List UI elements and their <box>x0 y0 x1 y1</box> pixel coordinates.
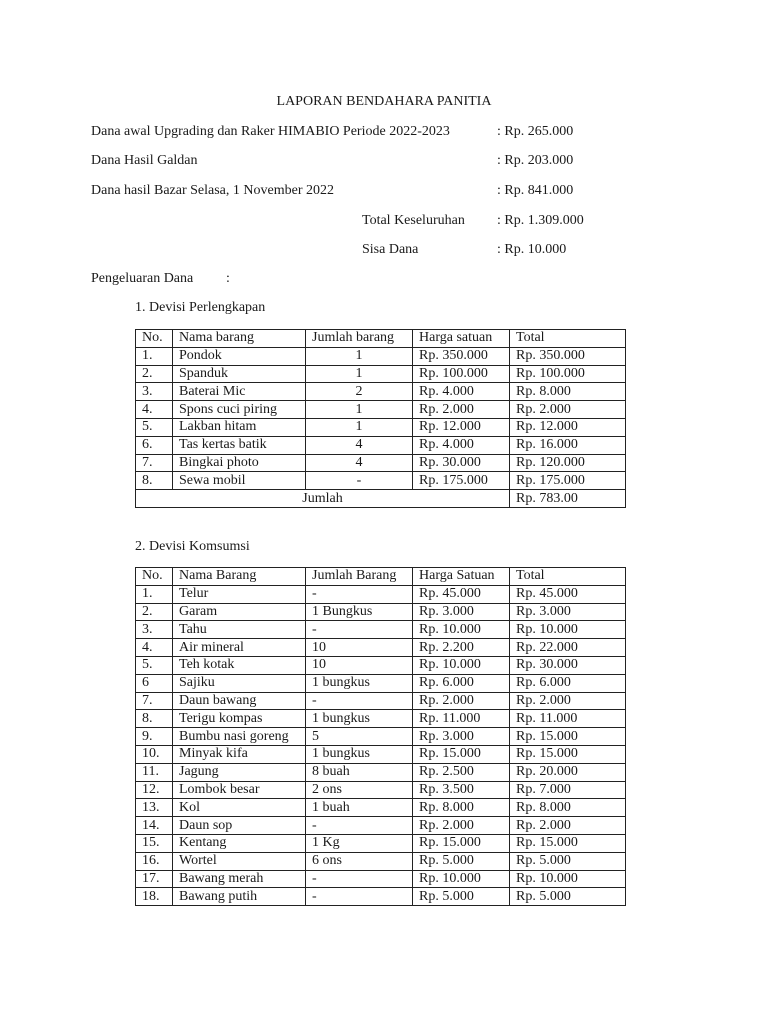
no-cell: 3. <box>136 383 173 401</box>
unit-price-cell: Rp. 2.500 <box>413 763 510 781</box>
item-name-cell: Lakban hitam <box>173 418 306 436</box>
item-name-cell: Pondok <box>173 347 306 365</box>
table-row <box>136 692 626 710</box>
table-row <box>136 603 626 621</box>
quantity-cell: - <box>306 870 413 888</box>
quantity-cell: 1 <box>306 365 413 383</box>
no-cell: 11. <box>136 763 173 781</box>
total-cell: Rp. 7.000 <box>510 781 626 799</box>
quantity-cell: 8 buah <box>306 763 413 781</box>
total-cell: Rp. 11.000 <box>510 710 626 728</box>
item-name-cell: Daun bawang <box>173 692 306 710</box>
table-row <box>136 656 626 674</box>
table-row <box>136 383 626 401</box>
item-name-cell: Jagung <box>173 763 306 781</box>
no-cell: 4. <box>136 401 173 419</box>
table-row <box>136 585 626 603</box>
unit-price-cell: Rp. 175.000 <box>413 472 510 490</box>
item-name-cell: Bingkai photo <box>173 454 306 472</box>
unit-price-cell: Rp. 100.000 <box>413 365 510 383</box>
item-name-cell: Kentang <box>173 834 306 852</box>
unit-price-cell: Rp. 3.000 <box>413 728 510 746</box>
table-row <box>136 674 626 692</box>
quantity-cell: - <box>306 621 413 639</box>
quantity-cell: 1 <box>306 418 413 436</box>
no-cell: 7. <box>136 692 173 710</box>
fund-initial-label: Dana awal Upgrading dan Raker HIMABIO Periode 2022-2023 <box>91 124 450 139</box>
fund-initial-value: : Rp. 265.000 <box>497 124 574 139</box>
column-header: Nama barang <box>173 330 306 348</box>
table-row <box>136 401 626 419</box>
total-label-cell: Jumlah <box>136 490 510 508</box>
quantity-cell: 2 ons <box>306 781 413 799</box>
table-header-row <box>136 568 626 586</box>
table-row <box>136 639 626 657</box>
total-cell: Rp. 350.000 <box>510 347 626 365</box>
table-total-row <box>136 490 626 508</box>
no-cell: 9. <box>136 728 173 746</box>
quantity-cell: - <box>306 585 413 603</box>
item-name-cell: Spanduk <box>173 365 306 383</box>
unit-price-cell: Rp. 3.500 <box>413 781 510 799</box>
unit-price-cell: Rp. 15.000 <box>413 745 510 763</box>
table-row <box>136 763 626 781</box>
quantity-cell: 10 <box>306 639 413 657</box>
fund-galdan-label: Dana Hasil Galdan <box>91 153 198 168</box>
column-header: Total <box>510 330 626 348</box>
table-row <box>136 817 626 835</box>
no-cell: 2. <box>136 365 173 383</box>
total-cell: Rp. 16.000 <box>510 436 626 454</box>
no-cell: 14. <box>136 817 173 835</box>
total-cell: Rp. 6.000 <box>510 674 626 692</box>
item-name-cell: Baterai Mic <box>173 383 306 401</box>
quantity-cell: 4 <box>306 454 413 472</box>
no-cell: 3. <box>136 621 173 639</box>
quantity-cell: 1 bungkus <box>306 674 413 692</box>
quantity-cell: 1 Kg <box>306 834 413 852</box>
item-name-cell: Daun sop <box>173 817 306 835</box>
no-cell: 16. <box>136 852 173 870</box>
table-row <box>136 454 626 472</box>
column-header: Nama Barang <box>173 568 306 586</box>
table-row <box>136 472 626 490</box>
item-name-cell: Terigu kompas <box>173 710 306 728</box>
quantity-cell: - <box>306 817 413 835</box>
total-cell: Rp. 15.000 <box>510 728 626 746</box>
item-name-cell: Minyak kifa <box>173 745 306 763</box>
table-row <box>136 347 626 365</box>
unit-price-cell: Rp. 3.000 <box>413 603 510 621</box>
unit-price-cell: Rp. 12.000 <box>413 418 510 436</box>
quantity-cell: - <box>306 888 413 906</box>
expenses-colon: : <box>226 271 230 286</box>
no-cell: 13. <box>136 799 173 817</box>
table-row <box>136 781 626 799</box>
quantity-cell: 2 <box>306 383 413 401</box>
unit-price-cell: Rp. 6.000 <box>413 674 510 692</box>
table-row <box>136 365 626 383</box>
unit-price-cell: Rp. 350.000 <box>413 347 510 365</box>
no-cell: 4. <box>136 639 173 657</box>
column-header: Jumlah barang <box>306 330 413 348</box>
item-name-cell: Telur <box>173 585 306 603</box>
no-cell: 5. <box>136 418 173 436</box>
total-value: : Rp. 1.309.000 <box>497 213 584 228</box>
no-cell: 1. <box>136 585 173 603</box>
total-cell: Rp. 12.000 <box>510 418 626 436</box>
item-name-cell: Teh kotak <box>173 656 306 674</box>
column-header: Total <box>510 568 626 586</box>
table-row <box>136 418 626 436</box>
unit-price-cell: Rp. 5.000 <box>413 852 510 870</box>
unit-price-cell: Rp. 11.000 <box>413 710 510 728</box>
quantity-cell: 6 ons <box>306 852 413 870</box>
total-cell: Rp. 2.000 <box>510 401 626 419</box>
no-cell: 7. <box>136 454 173 472</box>
no-cell: 15. <box>136 834 173 852</box>
column-header: No. <box>136 330 173 348</box>
total-cell: Rp. 10.000 <box>510 870 626 888</box>
column-header: Harga Satuan <box>413 568 510 586</box>
unit-price-cell: Rp. 2.200 <box>413 639 510 657</box>
total-cell: Rp. 3.000 <box>510 603 626 621</box>
unit-price-cell: Rp. 10.000 <box>413 621 510 639</box>
equipment-table <box>135 329 626 508</box>
total-cell: Rp. 2.000 <box>510 817 626 835</box>
no-cell: 6. <box>136 436 173 454</box>
unit-price-cell: Rp. 15.000 <box>413 834 510 852</box>
total-cell: Rp. 15.000 <box>510 834 626 852</box>
total-cell: Rp. 20.000 <box>510 763 626 781</box>
item-name-cell: Kol <box>173 799 306 817</box>
total-cell: Rp. 175.000 <box>510 472 626 490</box>
table-row <box>136 745 626 763</box>
unit-price-cell: Rp. 5.000 <box>413 888 510 906</box>
expenses-heading: Pengeluaran Dana <box>91 271 194 286</box>
quantity-cell: 5 <box>306 728 413 746</box>
no-cell: 17. <box>136 870 173 888</box>
no-cell: 18. <box>136 888 173 906</box>
quantity-cell: - <box>306 692 413 710</box>
item-name-cell: Spons cuci piring <box>173 401 306 419</box>
quantity-cell: 1 bungkus <box>306 710 413 728</box>
table-row <box>136 834 626 852</box>
quantity-cell: 4 <box>306 436 413 454</box>
quantity-cell: 1 buah <box>306 799 413 817</box>
table-row <box>136 436 626 454</box>
unit-price-cell: Rp. 4.000 <box>413 383 510 401</box>
table-row <box>136 852 626 870</box>
item-name-cell: Air mineral <box>173 639 306 657</box>
no-cell: 1. <box>136 347 173 365</box>
quantity-cell: 10 <box>306 656 413 674</box>
item-name-cell: Bawang merah <box>173 870 306 888</box>
total-value-cell: Rp. 783.00 <box>510 490 626 508</box>
unit-price-cell: Rp. 2.000 <box>413 401 510 419</box>
unit-price-cell: Rp. 2.000 <box>413 692 510 710</box>
quantity-cell: 1 <box>306 401 413 419</box>
item-name-cell: Garam <box>173 603 306 621</box>
column-header: No. <box>136 568 173 586</box>
fund-bazar-label: Dana hasil Bazar Selasa, 1 November 2022 <box>91 183 334 198</box>
table-row <box>136 728 626 746</box>
page-title: LAPORAN BENDAHARA PANITIA <box>276 94 492 109</box>
table-row <box>136 621 626 639</box>
remaining-label: Sisa Dana <box>362 242 419 257</box>
total-cell: Rp. 8.000 <box>510 383 626 401</box>
fund-galdan-value: : Rp. 203.000 <box>497 153 574 168</box>
table-row <box>136 870 626 888</box>
section-1-title: 1. Devisi Perlengkapan <box>135 300 266 315</box>
table-row <box>136 799 626 817</box>
no-cell: 5. <box>136 656 173 674</box>
total-cell: Rp. 5.000 <box>510 888 626 906</box>
unit-price-cell: Rp. 2.000 <box>413 817 510 835</box>
column-header: Jumlah Barang <box>306 568 413 586</box>
quantity-cell: 1 Bungkus <box>306 603 413 621</box>
item-name-cell: Tahu <box>173 621 306 639</box>
item-name-cell: Bumbu nasi goreng <box>173 728 306 746</box>
no-cell: 12. <box>136 781 173 799</box>
total-cell: Rp. 10.000 <box>510 621 626 639</box>
total-cell: Rp. 100.000 <box>510 365 626 383</box>
no-cell: 2. <box>136 603 173 621</box>
unit-price-cell: Rp. 8.000 <box>413 799 510 817</box>
unit-price-cell: Rp. 30.000 <box>413 454 510 472</box>
unit-price-cell: Rp. 10.000 <box>413 656 510 674</box>
no-cell: 10. <box>136 745 173 763</box>
item-name-cell: Tas kertas batik <box>173 436 306 454</box>
item-name-cell: Lombok besar <box>173 781 306 799</box>
item-name-cell: Wortel <box>173 852 306 870</box>
unit-price-cell: Rp. 4.000 <box>413 436 510 454</box>
item-name-cell: Sewa mobil <box>173 472 306 490</box>
quantity-cell: 1 bungkus <box>306 745 413 763</box>
item-name-cell: Sajiku <box>173 674 306 692</box>
consumption-table <box>135 567 626 906</box>
no-cell: 8. <box>136 472 173 490</box>
total-cell: Rp. 22.000 <box>510 639 626 657</box>
quantity-cell: 1 <box>306 347 413 365</box>
no-cell: 6 <box>136 674 173 692</box>
total-cell: Rp. 5.000 <box>510 852 626 870</box>
unit-price-cell: Rp. 45.000 <box>413 585 510 603</box>
unit-price-cell: Rp. 10.000 <box>413 870 510 888</box>
fund-bazar-value: : Rp. 841.000 <box>497 183 574 198</box>
table-row <box>136 888 626 906</box>
table-header-row <box>136 330 626 348</box>
remaining-value: : Rp. 10.000 <box>497 242 567 257</box>
total-label: Total Keseluruhan <box>362 213 465 228</box>
section-2-title: 2. Devisi Komsumsi <box>135 539 250 554</box>
item-name-cell: Bawang putih <box>173 888 306 906</box>
total-cell: Rp. 15.000 <box>510 745 626 763</box>
total-cell: Rp. 120.000 <box>510 454 626 472</box>
total-cell: Rp. 8.000 <box>510 799 626 817</box>
column-header: Harga satuan <box>413 330 510 348</box>
no-cell: 8. <box>136 710 173 728</box>
total-cell: Rp. 30.000 <box>510 656 626 674</box>
total-cell: Rp. 2.000 <box>510 692 626 710</box>
total-cell: Rp. 45.000 <box>510 585 626 603</box>
table-row <box>136 710 626 728</box>
quantity-cell: - <box>306 472 413 490</box>
